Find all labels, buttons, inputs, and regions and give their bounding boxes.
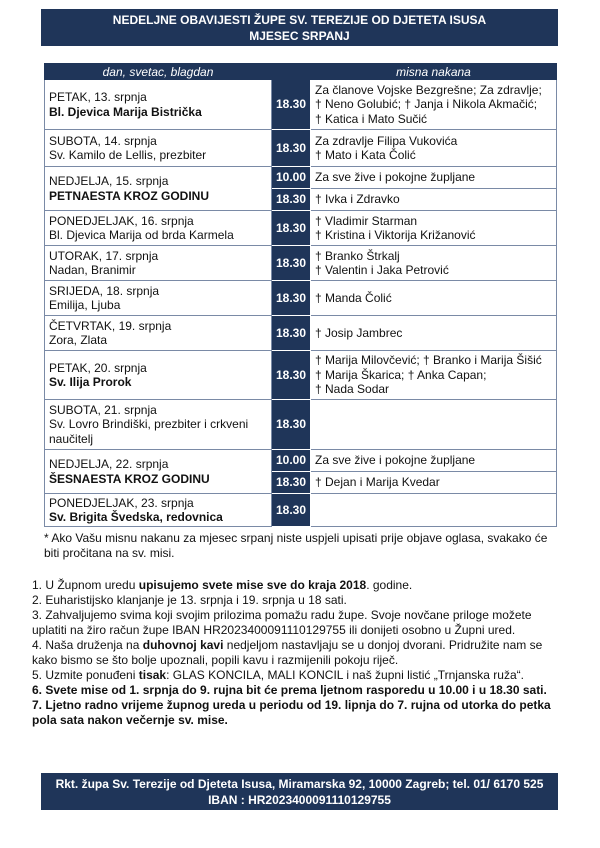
- day-label: SUBOTA, 14. srpnja: [49, 133, 157, 148]
- intention: † Mato i Kata Čolić: [315, 148, 416, 162]
- saint-label: ŠESNAESTA KROZ GODINU: [49, 471, 210, 486]
- table-row: [45, 316, 557, 351]
- announcement-5: 5. Uzmite ponuđeni tisak: GLAS KONCILA, MALI KONCIL i naš župni listić „Trnjanska ruža“.: [32, 668, 524, 682]
- day-label: ČETVRTAK, 19. srpnja: [49, 318, 172, 333]
- day-label: PONEDJELJAK, 23. srpnja: [49, 495, 194, 510]
- saint-label: Sv. Brigita Švedska, redovnica: [49, 510, 223, 524]
- header-month: MJESEC SRPANJ: [249, 29, 350, 43]
- page-footer: [41, 773, 558, 810]
- intention: Za članove Vojske Bezgrešne; Za zdravlje;: [315, 82, 542, 97]
- intention: [311, 494, 557, 527]
- footnote: * Ako Vašu misnu nakanu za mjesec srpanj niste uspjeli upisati prije objave oglasa, svakako će biti pročitana na sv. misi.: [44, 531, 548, 560]
- table-row: [45, 494, 557, 527]
- intention: † Marija Škarica; † Anka Capan;: [315, 367, 487, 382]
- mass-schedule-table: [44, 63, 557, 527]
- table-row: [45, 130, 557, 167]
- saint-label: Emilija, Ljuba: [49, 298, 121, 312]
- table-header-row: [45, 64, 557, 80]
- page-header: [41, 9, 558, 46]
- day-label: SUBOTA, 21. srpnja: [49, 402, 157, 417]
- mass-time: 18.30: [272, 351, 311, 400]
- intention: † Valentin i Jaka Petrović: [315, 263, 449, 277]
- day-label: SRIJEDA, 18. srpnja: [49, 283, 160, 298]
- day-label: UTORAK, 17. srpnja: [49, 248, 159, 263]
- announcement-6: 6. Svete mise od 1. srpnja do 9. rujna bit će prema ljetnom rasporedu u 10.00 i u 18.30 sati.: [32, 683, 547, 697]
- mass-time: 18.30: [272, 281, 311, 316]
- saint-label: Zora, Zlata: [49, 333, 108, 347]
- col-header-intention: misna nakana: [311, 64, 557, 80]
- intention: Za sve žive i pokojne župljane: [311, 450, 557, 472]
- intention: † Branko Štrkalj: [315, 248, 400, 263]
- mass-time: 18.30: [272, 211, 311, 246]
- footer-iban: IBAN : HR2023400091110129755: [208, 793, 391, 807]
- day-label: NEDJELJA, 22. srpnja: [49, 457, 169, 471]
- table-row: [45, 80, 557, 130]
- intention: † Neno Golubić; † Janja i Nikola Akmačić;: [315, 97, 538, 112]
- intention: † Dejan i Marija Kvedar: [311, 472, 557, 494]
- saint-label: Nadan, Branimir: [49, 263, 136, 277]
- col-header-day: dan, svetac, blagdan: [45, 64, 272, 80]
- table-row: [45, 351, 557, 400]
- intention: † Katica i Mato Sučić: [315, 111, 428, 126]
- saint-label: PETNAESTA KROZ GODINU: [49, 188, 210, 203]
- footer-address: Rkt. župa Sv. Terezije od Djeteta Isusa, Miramarska 92, 10000 Zagreb; tel. 01/ 6170 525: [55, 777, 544, 791]
- intention: Za zdravlje Filipa Vukovića: [315, 133, 458, 148]
- saint-label: Sv. Ilija Prorok: [49, 375, 132, 389]
- mass-time: 18.30: [272, 246, 311, 281]
- saint-label: Sv. Kamilo de Lellis, prezbiter: [49, 148, 207, 162]
- table-row: [45, 450, 557, 472]
- intention: † Nada Sodar: [315, 382, 390, 397]
- header-title: NEDELJNE OBAVIJESTI ŽUPE SV. TEREZIJE OD DJETETA ISUSA: [112, 13, 487, 27]
- saint-label: Sv. Lovro Brindiški, prezbiter i crkveni naučitelj: [49, 417, 249, 446]
- mass-time: 18.30: [272, 80, 311, 130]
- day-label: PETAK, 20. srpnja: [49, 360, 147, 375]
- intention: [311, 400, 557, 450]
- announcements: [32, 578, 566, 728]
- mass-time: 18.30: [272, 494, 311, 527]
- intention: † Ivka i Zdravko: [311, 189, 557, 211]
- mass-time: 18.30: [272, 400, 311, 450]
- day-label: PONEDJELJAK, 16. srpnja: [49, 213, 194, 228]
- mass-time: 10.00: [272, 450, 311, 472]
- saint-label: Bl. Djevica Marija Bistrička: [49, 104, 202, 119]
- table-row: [45, 211, 557, 246]
- announcement-4: 4. Naša druženja na duhovnoj kavi nedjeljom nastavljaju se u donjoj dvorani. Pridružite nam se kako bismo se što bolje upoznali, popili kavu i razmijenili pokoju riječ.: [32, 638, 543, 667]
- mass-time: 18.30: [272, 472, 311, 494]
- announcement-2: 2. Euharistijsko klanjanje je 13. srpnja i 19. srpnja u 18 sati.: [32, 593, 347, 607]
- day-label: PETAK, 13. srpnja: [49, 90, 147, 104]
- saint-label: Bl. Djevica Marija od brda Karmela: [49, 228, 234, 242]
- intention: † Kristina i Viktorija Križanović: [315, 228, 476, 242]
- mass-time: 18.30: [272, 130, 311, 167]
- table-row: [45, 400, 557, 450]
- col-header-time: [272, 64, 311, 80]
- intention: † Marija Milovčević; † Branko i Marija Šišić: [315, 353, 542, 368]
- intention: † Vladimir Starman: [315, 213, 418, 228]
- intention: † Manda Čolić: [311, 281, 557, 316]
- mass-time: 18.30: [272, 189, 311, 211]
- day-label: NEDJELJA, 15. srpnja: [49, 174, 169, 188]
- announcement-3: 3. Zahvaljujemo svima koji svojim prilozima pomažu radu župe. Svoje novčane priloge možete uplatiti na žiro račun župe IBAN HR2023400091110129755 ili donijeti osobno u Župni ured.: [32, 608, 532, 637]
- table-row: [45, 246, 557, 281]
- mass-time: 10.00: [272, 167, 311, 189]
- announcement-7: 7. Ljetno radno vrijeme župnog ureda u periodu od 19. lipnja do 7. rujna od utorka do petka pola sata nakon večernje sv. mise.: [32, 698, 551, 727]
- table-row: [45, 167, 557, 189]
- intention: Za sve žive i pokojne župljane: [311, 167, 557, 189]
- announcement-1: 1. U Župnom uredu upisujemo svete mise sve do kraja 2018. godine.: [32, 578, 413, 592]
- table-row: [45, 281, 557, 316]
- mass-time: 18.30: [272, 316, 311, 351]
- intention: † Josip Jambrec: [311, 316, 557, 351]
